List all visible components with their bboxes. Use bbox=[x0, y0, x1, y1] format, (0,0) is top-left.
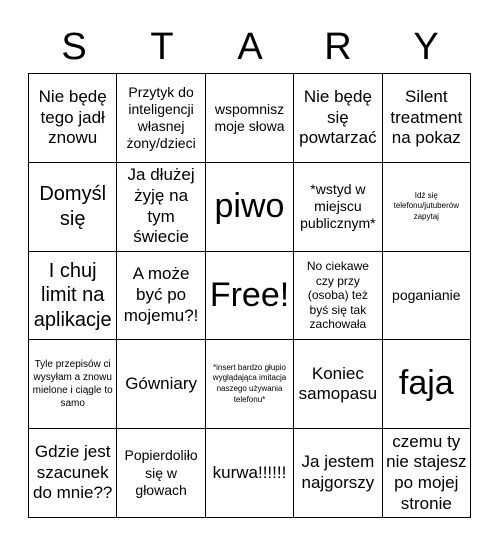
bingo-cell[interactable]: I chuj limit na aplikacje bbox=[29, 252, 117, 341]
bingo-cell[interactable]: Koniec samopasu bbox=[294, 340, 382, 429]
bingo-cell[interactable]: Popierdoliło się w głowach bbox=[117, 429, 205, 518]
header-letter-s: S bbox=[61, 26, 87, 68]
bingo-cell[interactable]: czemu ty nie stajesz po mojej stronie bbox=[383, 429, 471, 518]
bingo-cell[interactable]: Tyle przepisów ci wysyłam a znowu mielone i ciągle to samo bbox=[29, 340, 117, 429]
bingo-cell[interactable]: poganianie bbox=[383, 252, 471, 341]
bingo-cell[interactable]: Nie będę tego jadł znowu bbox=[29, 74, 117, 163]
bingo-cell[interactable]: No ciekawe czy przy (osoba) też byś się tak zachowała bbox=[294, 252, 382, 341]
bingo-cell[interactable]: wspomnisz moje słowa bbox=[206, 74, 294, 163]
bingo-cell[interactable]: Gdzie jest szacunek do mnie?? bbox=[29, 429, 117, 518]
free-space-cell[interactable]: Free! bbox=[206, 252, 294, 341]
bingo-cell[interactable]: Idź się telefonu/jutuberów zapytaj bbox=[383, 163, 471, 252]
bingo-cell[interactable]: Ja dłużej żyję na tym świecie bbox=[117, 163, 205, 252]
bingo-cell[interactable]: *wstyd w miejscu publicznym* bbox=[294, 163, 382, 252]
bingo-cell[interactable]: *insert bardzo głupio wyglądająca imitacja naszego używania telefonu* bbox=[206, 340, 294, 429]
bingo-cell[interactable]: Gówniary bbox=[117, 340, 205, 429]
bingo-cell[interactable]: Domyśl się bbox=[29, 163, 117, 252]
bingo-cell[interactable]: Przytyk do inteligencji własnej żony/dzieci bbox=[117, 74, 205, 163]
bingo-cell[interactable]: Ja jestem najgorszy bbox=[294, 429, 382, 518]
header-letter-r: R bbox=[324, 26, 352, 68]
header-letter-a: A bbox=[237, 26, 263, 68]
bingo-cell[interactable]: piwo bbox=[206, 163, 294, 252]
bingo-cell[interactable]: faja bbox=[383, 340, 471, 429]
header-letter-y: Y bbox=[413, 26, 439, 68]
header-letter-t: T bbox=[150, 26, 174, 68]
bingo-cell[interactable]: kurwa!!!!!! bbox=[206, 429, 294, 518]
bingo-cell[interactable]: Nie będę się powtarzać bbox=[294, 74, 382, 163]
bingo-cell[interactable]: Silent treatment na pokaz bbox=[383, 74, 471, 163]
bingo-grid bbox=[28, 73, 471, 518]
bingo-cell[interactable]: A może być po mojemu?! bbox=[117, 252, 205, 341]
bingo-header bbox=[30, 22, 470, 72]
